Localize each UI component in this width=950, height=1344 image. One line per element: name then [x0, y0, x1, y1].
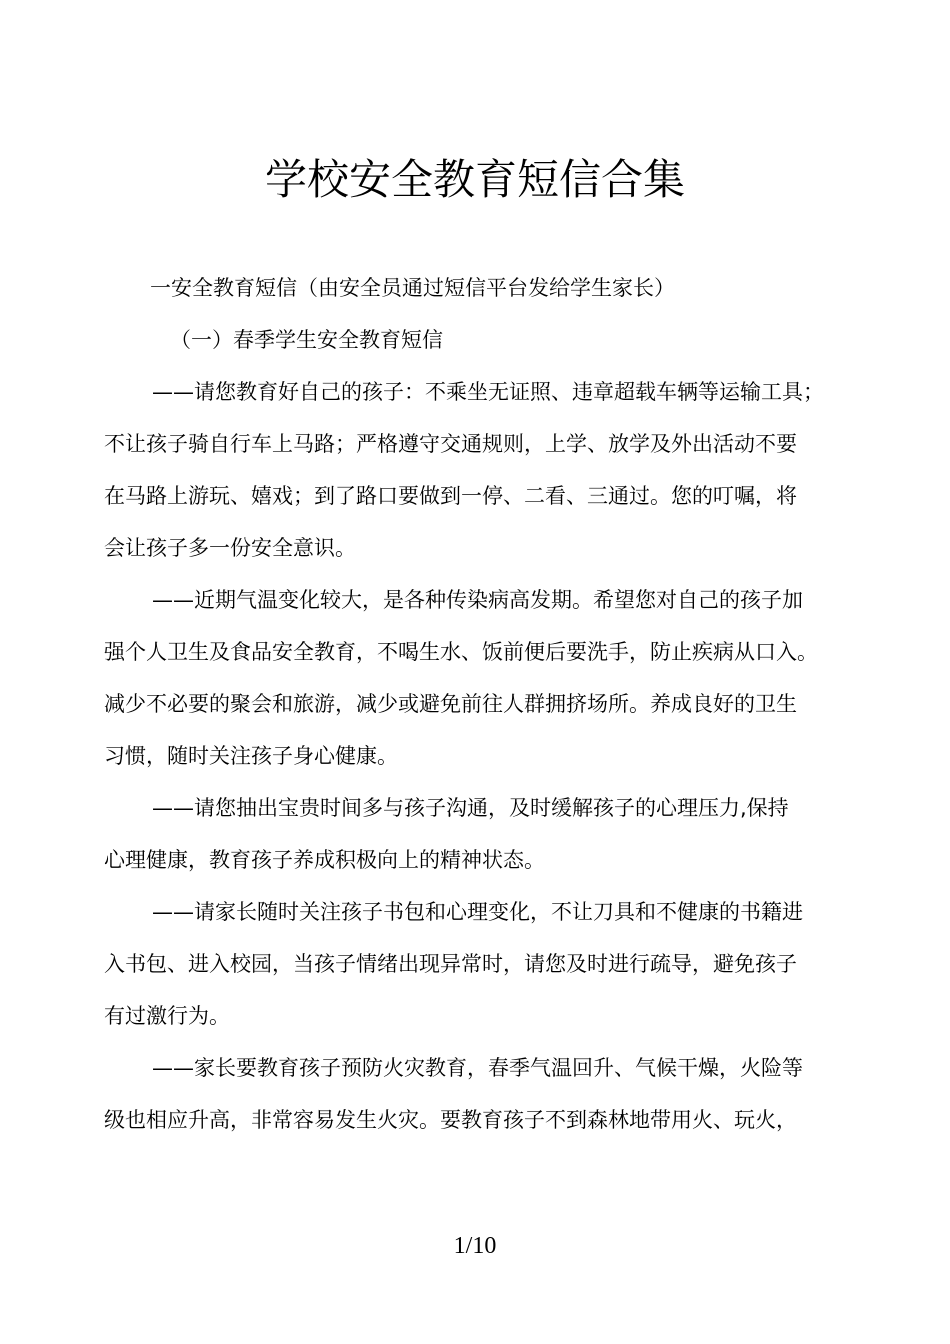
- paragraph-fire-prevention: [104, 1042, 864, 1146]
- paragraph-line: 入书包、进入校园，当孩子情绪出现异常时，请您及时进行疏导，避免孩子: [104, 952, 797, 976]
- paragraph-line: 不让孩子骑自行车上马路；严格遵守交通规则，上学、放学及外出活动不要: [104, 432, 797, 456]
- paragraph-traffic-safety: [104, 366, 864, 574]
- page-number: 1/10: [453, 1233, 497, 1259]
- paragraph-line: ——请家长随时关注孩子书包和心理变化，不让刀具和不健康的书籍进: [152, 900, 803, 924]
- paragraph-line: 强个人卫生及食品安全教育，不喝生水、饭前便后要洗手，防止疾病从口入。: [104, 640, 818, 664]
- paragraph-line: ——家长要教育孩子预防火灾教育，春季气温回升、气候干燥，火险等: [152, 1056, 803, 1080]
- paragraph-line: 有过激行为。: [104, 1004, 230, 1028]
- paragraph-line: ——近期气温变化较大，是各种传染病高发期。希望您对自己的孩子加: [152, 588, 803, 612]
- paragraph-line: ——请您抽出宝贵时间多与孩子沟通，及时缓解孩子的心理压力,保持: [152, 796, 789, 820]
- sub-heading: （一）春季学生安全教育短信: [170, 328, 443, 352]
- paragraph-line: 减少不必要的聚会和旅游，减少或避免前往人群拥挤场所。养成良好的卫生: [104, 692, 797, 716]
- paragraph-health-safety: [104, 574, 864, 782]
- paragraph-line: 在马路上游玩、嬉戏；到了路口要做到一停、二看、三通过。您的叮嘱，将: [104, 484, 797, 508]
- paragraph-line: 心理健康，教育孩子养成积极向上的精神状态。: [104, 848, 545, 872]
- section-heading: 一安全教育短信（由安全员通过短信平台发给学生家长）: [150, 276, 675, 300]
- paragraph-line: 级也相应升高，非常容易发生火灾。要教育孩子不到森林地带用火、玩火，: [104, 1108, 797, 1132]
- paragraph-line: 会让孩子多一份安全意识。: [104, 536, 356, 560]
- paragraph-mental-health: [104, 782, 864, 886]
- paragraph-line: 习惯，随时关注孩子身心健康。: [104, 744, 398, 768]
- document-body: [104, 262, 864, 1146]
- paragraph-line: ——请您教育好自己的孩子：不乘坐无证照、违章超载车辆等运输工具；: [152, 380, 824, 404]
- paragraph-schoolbag-check: [104, 886, 864, 1042]
- document-title: 学校安全教育短信合集: [264, 155, 685, 205]
